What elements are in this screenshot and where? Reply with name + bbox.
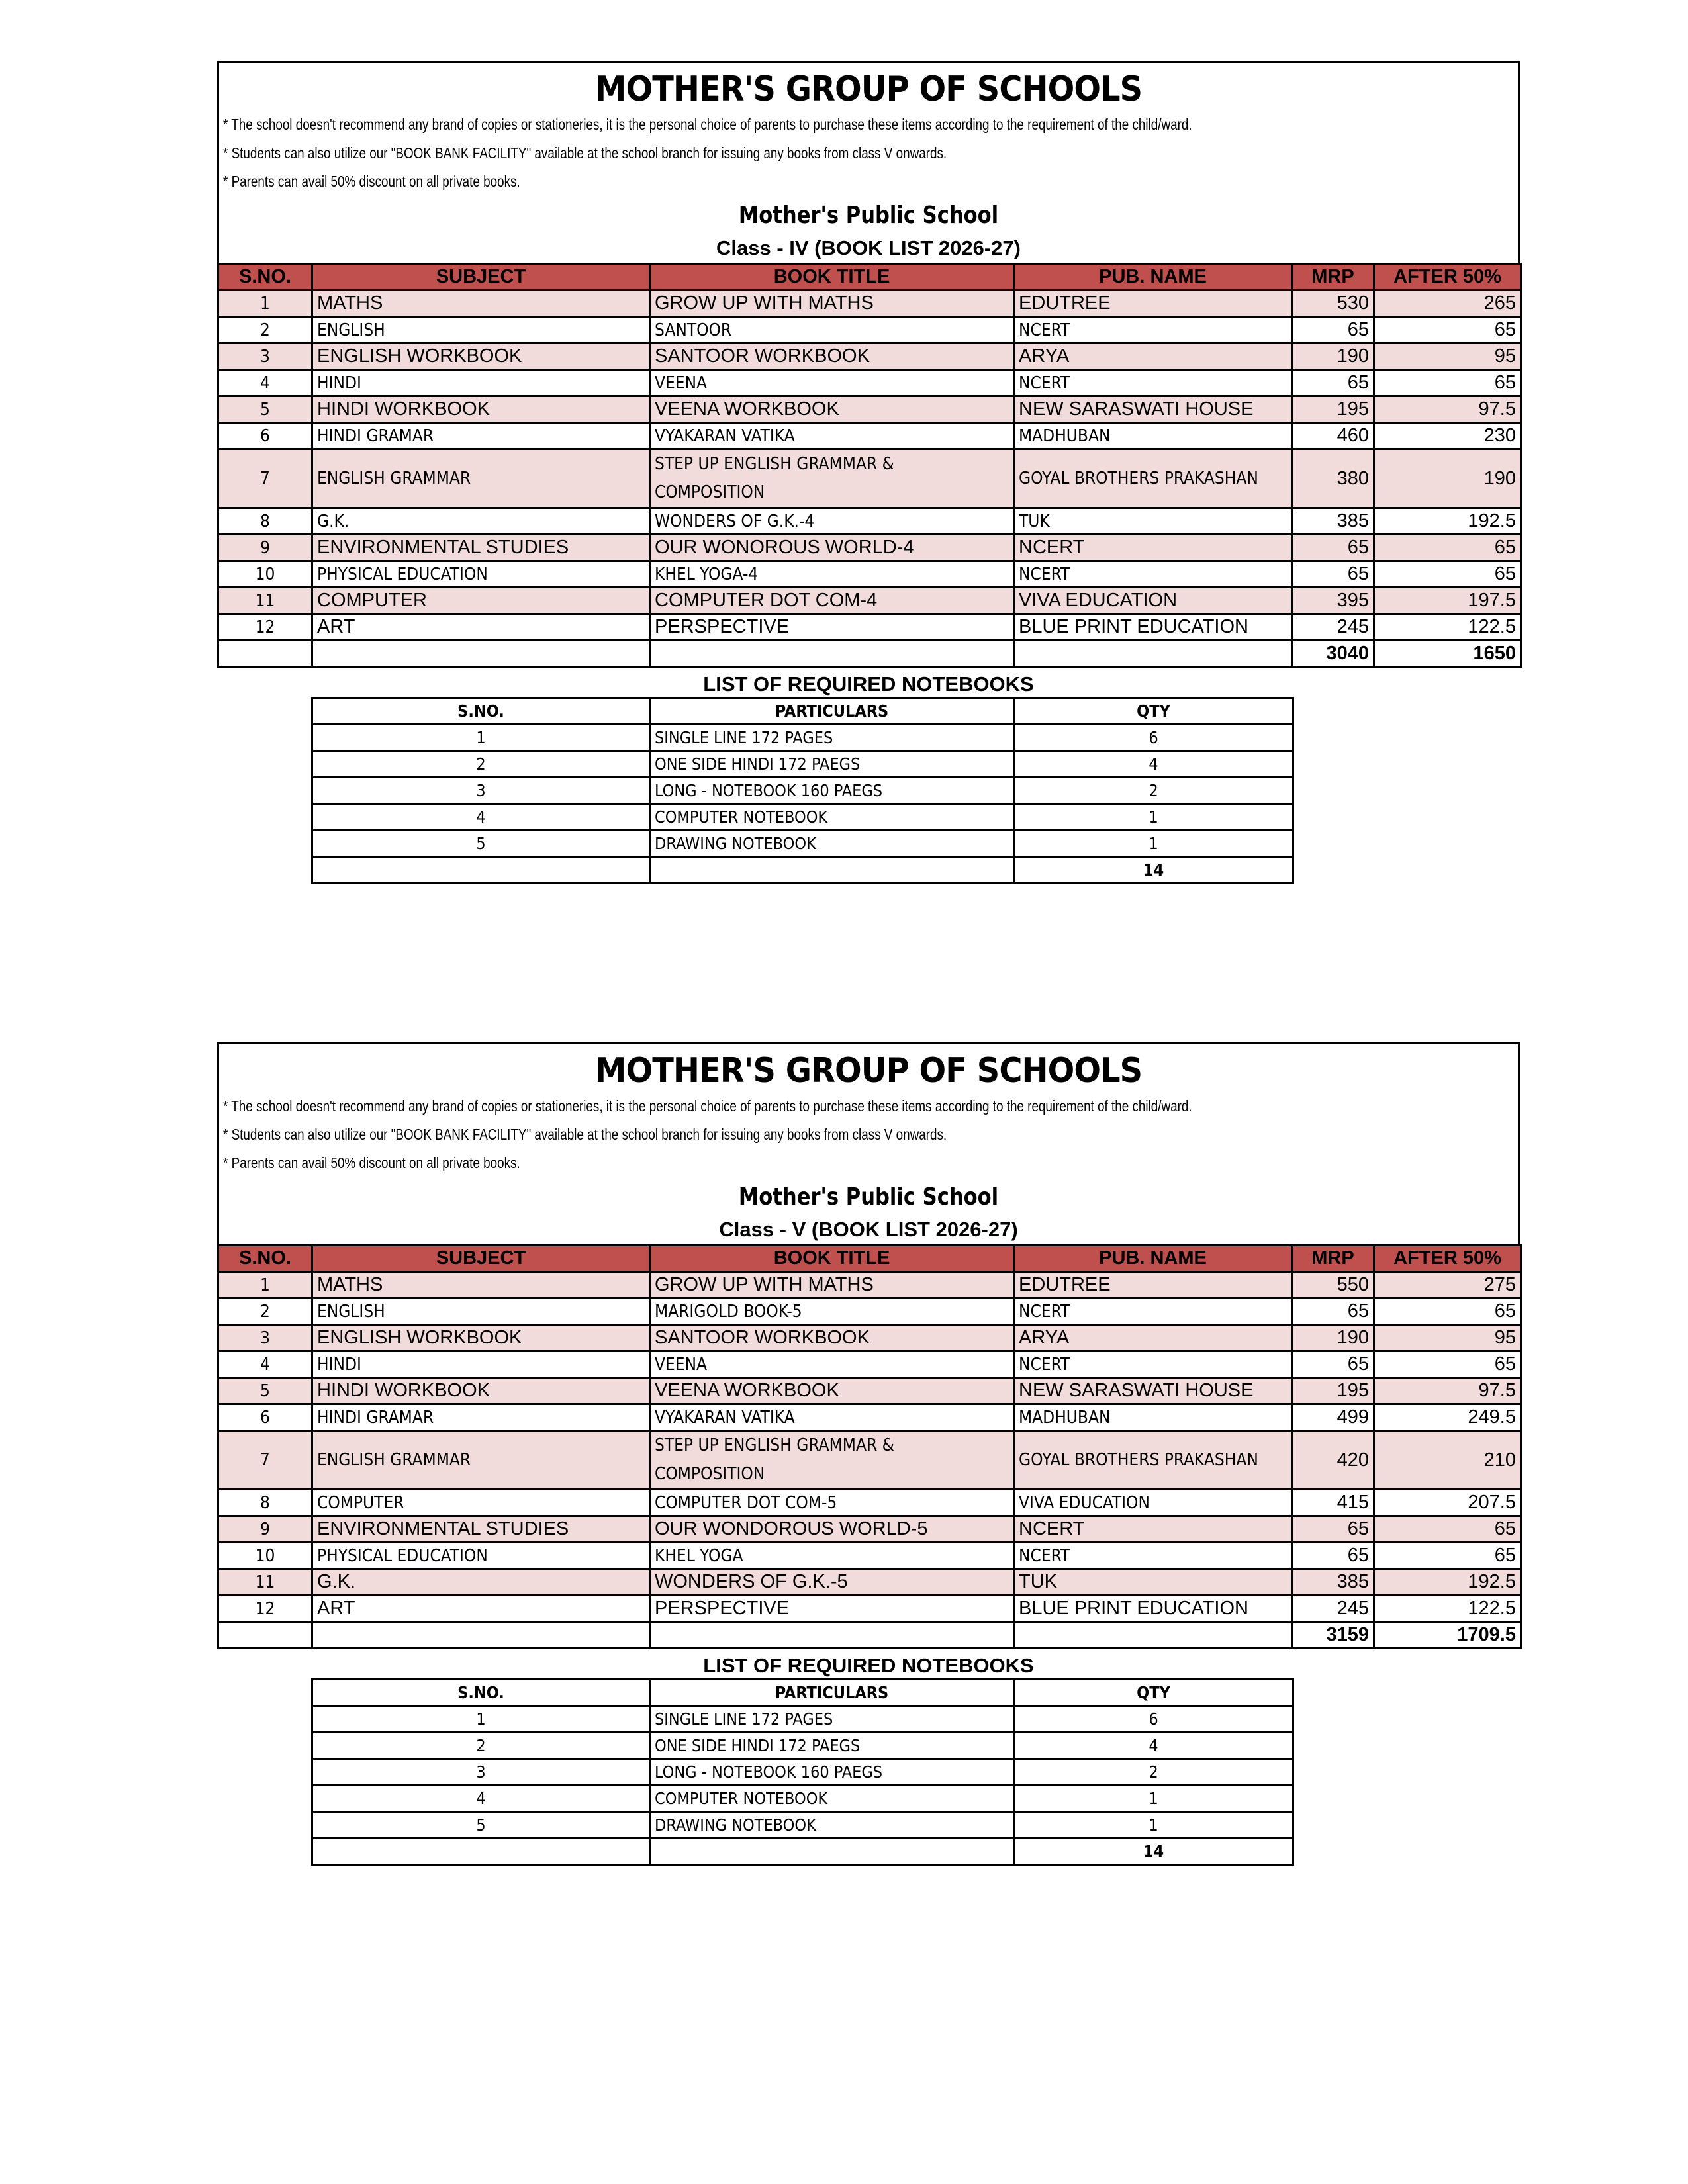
class-v-book-list-section <box>217 1042 1520 1866</box>
book-title: STEP UP ENGLISH GRAMMAR & COMPOSITION <box>650 1431 1014 1490</box>
notebook-particular: DRAWING NOTEBOOK <box>650 1812 1014 1839</box>
notebook-qty: 1 <box>1014 1812 1293 1839</box>
book-sno: 11 <box>218 1569 312 1596</box>
book-subject: PHYSICAL EDUCATION <box>312 1543 650 1569</box>
book-publisher: NEW SARASWATI HOUSE <box>1014 1378 1292 1404</box>
book-row <box>218 343 1521 370</box>
book-sno: 6 <box>218 1404 312 1431</box>
book-mrp: 65 <box>1292 370 1374 396</box>
book-sno: 3 <box>218 343 312 370</box>
notebook-list-table <box>311 697 1294 884</box>
notebook-qty: 1 <box>1014 831 1293 857</box>
book-title: KHEL YOGA-4 <box>650 561 1014 588</box>
notebook-qty: 6 <box>1014 725 1293 751</box>
total-empty-cell <box>312 641 650 667</box>
book-row <box>218 423 1521 449</box>
book-publisher: BLUE PRINT EDUCATION <box>1014 1596 1292 1622</box>
book-total-row <box>218 1622 1521 1649</box>
total-empty-cell <box>1014 641 1292 667</box>
book-title: COMPUTER DOT COM-4 <box>650 588 1014 614</box>
book-sno: 8 <box>218 508 312 535</box>
total-empty-cell <box>312 857 650 884</box>
note-stationery: * The school doesn't recommend any brand of copies or stationeries, it is the personal choice of parents to purchase these items according to the requirement of the child/ward. <box>223 116 1192 133</box>
book-title: VEENA WORKBOOK <box>650 1378 1014 1404</box>
book-row <box>218 1596 1521 1622</box>
book-mrp: 499 <box>1292 1404 1374 1431</box>
notebook-total-qty: 14 <box>1014 857 1293 884</box>
book-subject: ENGLISH WORKBOOK <box>312 1325 650 1351</box>
total-empty-cell <box>650 857 1014 884</box>
book-after-discount: 65 <box>1374 1516 1521 1543</box>
total-empty-cell <box>1014 1622 1292 1649</box>
book-title: COMPUTER DOT COM-5 <box>650 1490 1014 1516</box>
book-row <box>218 1272 1521 1298</box>
book-row <box>218 1516 1521 1543</box>
group-title: MOTHER'S GROUP OF SCHOOLS <box>594 69 1143 109</box>
book-sno: 1 <box>218 291 312 317</box>
book-title: GROW UP WITH MATHS <box>650 1272 1014 1298</box>
total-empty-cell <box>312 1622 650 1649</box>
book-title: MARIGOLD BOOK-5 <box>650 1298 1014 1325</box>
book-after-discount: 230 <box>1374 423 1521 449</box>
notebook-sno: 5 <box>312 1812 650 1839</box>
header-book-title: BOOK TITLE <box>650 264 1014 291</box>
notebook-header-qty: QTY <box>1014 698 1293 725</box>
notebook-particular: SINGLE LINE 172 PAGES <box>650 1706 1014 1733</box>
total-empty-cell <box>650 1622 1014 1649</box>
book-title: OUR WONDOROUS WORLD-5 <box>650 1516 1014 1543</box>
book-subject: ENGLISH GRAMMAR <box>312 449 650 508</box>
book-publisher: NCERT <box>1014 1543 1292 1569</box>
book-mrp: 380 <box>1292 449 1374 508</box>
class-iv-book-list-section <box>217 61 1520 884</box>
book-after-discount: 95 <box>1374 1325 1521 1351</box>
book-sno: 5 <box>218 1378 312 1404</box>
notebook-sno: 3 <box>312 778 650 804</box>
total-after-discount: 1709.5 <box>1374 1622 1521 1649</box>
book-after-discount: 122.5 <box>1374 1596 1521 1622</box>
book-mrp: 420 <box>1292 1431 1374 1490</box>
note-discount: * Parents can avail 50% discount on all private books. <box>223 1154 520 1171</box>
book-subject: ENGLISH <box>312 317 650 343</box>
notebook-row <box>312 804 1293 831</box>
notebook-sno: 1 <box>312 1706 650 1733</box>
book-subject: ART <box>312 614 650 641</box>
book-after-discount: 65 <box>1374 370 1521 396</box>
total-after-discount: 1650 <box>1374 641 1521 667</box>
book-publisher: NCERT <box>1014 1351 1292 1378</box>
book-publisher: NCERT <box>1014 370 1292 396</box>
header-book-title: BOOK TITLE <box>650 1246 1014 1272</box>
notebook-particular: LONG - NOTEBOOK 160 PAEGS <box>650 1759 1014 1786</box>
notebook-particular: ONE SIDE HINDI 172 PAEGS <box>650 1733 1014 1759</box>
book-publisher: NCERT <box>1014 1298 1292 1325</box>
book-mrp: 530 <box>1292 291 1374 317</box>
book-publisher: TUK <box>1014 1569 1292 1596</box>
book-title: VEENA WORKBOOK <box>650 396 1014 423</box>
notebook-qty: 2 <box>1014 1759 1293 1786</box>
book-title: PERSPECTIVE <box>650 1596 1014 1622</box>
book-after-discount: 207.5 <box>1374 1490 1521 1516</box>
book-sno: 5 <box>218 396 312 423</box>
class-title: Class - IV (BOOK LIST 2026-27) <box>716 236 1021 259</box>
total-empty-cell <box>218 641 312 667</box>
notebook-row <box>312 751 1293 778</box>
note-stationery: * The school doesn't recommend any brand of copies or stationeries, it is the personal choice of parents to purchase these items according to the requirement of the child/ward. <box>223 1097 1192 1115</box>
book-subject: ENGLISH WORKBOOK <box>312 343 650 370</box>
notebook-particular: SINGLE LINE 172 PAGES <box>650 725 1014 751</box>
book-sno: 12 <box>218 1596 312 1622</box>
book-title: VEENA <box>650 1351 1014 1378</box>
notebook-list-table <box>311 1678 1294 1866</box>
book-title: VYAKARAN VATIKA <box>650 1404 1014 1431</box>
book-subject: HINDI <box>312 370 650 396</box>
notebook-row <box>312 1786 1293 1812</box>
book-publisher: NCERT <box>1014 561 1292 588</box>
book-mrp: 65 <box>1292 317 1374 343</box>
notebook-header-particulars: PARTICULARS <box>650 698 1014 725</box>
notebook-total-row <box>312 857 1293 884</box>
book-sno: 2 <box>218 317 312 343</box>
book-mrp: 245 <box>1292 614 1374 641</box>
notebook-list-title: LIST OF REQUIRED NOTEBOOKS <box>703 1654 1034 1677</box>
book-table-header-row <box>218 1246 1521 1272</box>
book-row <box>218 1325 1521 1351</box>
book-subject: HINDI <box>312 1351 650 1378</box>
book-publisher: BLUE PRINT EDUCATION <box>1014 614 1292 641</box>
book-row <box>218 1298 1521 1325</box>
book-after-discount: 197.5 <box>1374 588 1521 614</box>
book-mrp: 460 <box>1292 423 1374 449</box>
book-sno: 9 <box>218 1516 312 1543</box>
header-mrp: MRP <box>1292 1246 1374 1272</box>
book-after-discount: 65 <box>1374 1543 1521 1569</box>
notebook-qty: 6 <box>1014 1706 1293 1733</box>
notebook-particular: COMPUTER NOTEBOOK <box>650 1786 1014 1812</box>
notebook-row <box>312 831 1293 857</box>
total-mrp: 3159 <box>1292 1622 1374 1649</box>
book-title: SANTOOR WORKBOOK <box>650 343 1014 370</box>
school-name: Mother's Public School <box>738 202 999 229</box>
book-publisher: VIVA EDUCATION <box>1014 1490 1292 1516</box>
book-publisher: MADHUBAN <box>1014 423 1292 449</box>
book-publisher: MADHUBAN <box>1014 1404 1292 1431</box>
book-sno: 4 <box>218 1351 312 1378</box>
book-mrp: 65 <box>1292 1516 1374 1543</box>
book-subject: HINDI GRAMAR <box>312 1404 650 1431</box>
book-row <box>218 1404 1521 1431</box>
note-discount: * Parents can avail 50% discount on all private books. <box>223 173 520 190</box>
book-row <box>218 1490 1521 1516</box>
book-publisher: TUK <box>1014 508 1292 535</box>
school-header-block <box>217 61 1520 263</box>
book-mrp: 190 <box>1292 343 1374 370</box>
notebook-particular: COMPUTER NOTEBOOK <box>650 804 1014 831</box>
book-row <box>218 317 1521 343</box>
notebook-particular: ONE SIDE HINDI 172 PAEGS <box>650 751 1014 778</box>
notebook-list-title: LIST OF REQUIRED NOTEBOOKS <box>703 672 1034 696</box>
header-subject: SUBJECT <box>312 1246 650 1272</box>
book-publisher: GOYAL BROTHERS PRAKASHAN <box>1014 1431 1292 1490</box>
book-sno: 2 <box>218 1298 312 1325</box>
book-row <box>218 508 1521 535</box>
header-subject: SUBJECT <box>312 264 650 291</box>
book-row <box>218 291 1521 317</box>
book-after-discount: 95 <box>1374 343 1521 370</box>
book-subject: HINDI WORKBOOK <box>312 396 650 423</box>
notebook-row <box>312 1706 1293 1733</box>
notebook-sno: 2 <box>312 751 650 778</box>
notebook-sno: 4 <box>312 1786 650 1812</box>
book-after-discount: 65 <box>1374 317 1521 343</box>
book-title: SANTOOR WORKBOOK <box>650 1325 1014 1351</box>
notebook-sno: 3 <box>312 1759 650 1786</box>
book-subject: ENVIRONMENTAL STUDIES <box>312 1516 650 1543</box>
book-after-discount: 210 <box>1374 1431 1521 1490</box>
book-subject: MATHS <box>312 291 650 317</box>
book-title: OUR WONOROUS WORLD-4 <box>650 535 1014 561</box>
book-mrp: 65 <box>1292 1543 1374 1569</box>
book-after-discount: 190 <box>1374 449 1521 508</box>
total-empty-cell <box>312 1839 650 1865</box>
class-title: Class - V (BOOK LIST 2026-27) <box>719 1218 1018 1241</box>
book-subject: MATHS <box>312 1272 650 1298</box>
book-subject: ENGLISH <box>312 1298 650 1325</box>
header-pub-name: PUB. NAME <box>1014 264 1292 291</box>
book-row <box>218 1543 1521 1569</box>
notebook-header-qty: QTY <box>1014 1680 1293 1706</box>
book-sno: 7 <box>218 1431 312 1490</box>
book-title: WONDERS OF G.K.-4 <box>650 508 1014 535</box>
notebook-qty: 1 <box>1014 1786 1293 1812</box>
book-publisher: EDUTREE <box>1014 291 1292 317</box>
book-publisher: VIVA EDUCATION <box>1014 588 1292 614</box>
book-after-discount: 65 <box>1374 1298 1521 1325</box>
book-subject: HINDI WORKBOOK <box>312 1378 650 1404</box>
book-after-discount: 122.5 <box>1374 614 1521 641</box>
book-mrp: 65 <box>1292 1351 1374 1378</box>
notebook-total-row <box>312 1839 1293 1865</box>
book-list-table <box>217 263 1522 668</box>
book-sno: 1 <box>218 1272 312 1298</box>
book-after-discount: 192.5 <box>1374 508 1521 535</box>
notebook-qty: 1 <box>1014 804 1293 831</box>
book-row <box>218 396 1521 423</box>
header-after-discount: AFTER 50% <box>1374 264 1521 291</box>
book-row <box>218 1569 1521 1596</box>
book-subject: G.K. <box>312 1569 650 1596</box>
book-total-row <box>218 641 1521 667</box>
book-sno: 8 <box>218 1490 312 1516</box>
note-book-bank: * Students can also utilize our "BOOK BANK FACILITY" available at the school branch for issuing any books from class V onwards. <box>223 1126 947 1143</box>
book-publisher: NCERT <box>1014 317 1292 343</box>
group-title: MOTHER'S GROUP OF SCHOOLS <box>594 1051 1143 1091</box>
book-subject: ENGLISH GRAMMAR <box>312 1431 650 1490</box>
notebook-sno: 2 <box>312 1733 650 1759</box>
book-after-discount: 97.5 <box>1374 396 1521 423</box>
total-empty-cell <box>650 1839 1014 1865</box>
book-title: SANTOOR <box>650 317 1014 343</box>
header-pub-name: PUB. NAME <box>1014 1246 1292 1272</box>
book-subject: ART <box>312 1596 650 1622</box>
book-mrp: 415 <box>1292 1490 1374 1516</box>
book-publisher: NCERT <box>1014 535 1292 561</box>
notebook-qty: 4 <box>1014 1733 1293 1759</box>
notebook-total-qty: 14 <box>1014 1839 1293 1865</box>
header-mrp: MRP <box>1292 264 1374 291</box>
notebook-sno: 4 <box>312 804 650 831</box>
book-publisher: ARYA <box>1014 343 1292 370</box>
book-title: STEP UP ENGLISH GRAMMAR & COMPOSITION <box>650 449 1014 508</box>
book-row <box>218 1431 1521 1490</box>
book-mrp: 190 <box>1292 1325 1374 1351</box>
book-mrp: 385 <box>1292 1569 1374 1596</box>
book-row <box>218 614 1521 641</box>
book-subject: G.K. <box>312 508 650 535</box>
book-sno: 12 <box>218 614 312 641</box>
book-after-discount: 97.5 <box>1374 1378 1521 1404</box>
book-mrp: 65 <box>1292 561 1374 588</box>
book-title: GROW UP WITH MATHS <box>650 291 1014 317</box>
notebook-header-sno: S.NO. <box>312 698 650 725</box>
book-mrp: 395 <box>1292 588 1374 614</box>
note-book-bank: * Students can also utilize our "BOOK BANK FACILITY" available at the school branch for issuing any books from class V onwards. <box>223 144 947 161</box>
notebook-sno: 1 <box>312 725 650 751</box>
book-after-discount: 65 <box>1374 535 1521 561</box>
book-mrp: 65 <box>1292 535 1374 561</box>
book-subject: COMPUTER <box>312 1490 650 1516</box>
book-mrp: 195 <box>1292 396 1374 423</box>
book-title: VEENA <box>650 370 1014 396</box>
book-publisher: EDUTREE <box>1014 1272 1292 1298</box>
notebook-table-header-row <box>312 1680 1293 1706</box>
book-after-discount: 65 <box>1374 1351 1521 1378</box>
school-header-block <box>217 1042 1520 1244</box>
book-title: KHEL YOGA <box>650 1543 1014 1569</box>
book-title: VYAKARAN VATIKA <box>650 423 1014 449</box>
book-sno: 11 <box>218 588 312 614</box>
book-sno: 3 <box>218 1325 312 1351</box>
notebook-row <box>312 778 1293 804</box>
book-row <box>218 561 1521 588</box>
book-mrp: 245 <box>1292 1596 1374 1622</box>
header-after-discount: AFTER 50% <box>1374 1246 1521 1272</box>
book-mrp: 550 <box>1292 1272 1374 1298</box>
header-sno: S.NO. <box>218 1246 312 1272</box>
book-sno: 10 <box>218 561 312 588</box>
book-row <box>218 535 1521 561</box>
total-mrp: 3040 <box>1292 641 1374 667</box>
book-subject: HINDI GRAMAR <box>312 423 650 449</box>
header-sno: S.NO. <box>218 264 312 291</box>
notebook-row <box>312 1812 1293 1839</box>
book-title: PERSPECTIVE <box>650 614 1014 641</box>
notebook-sno: 5 <box>312 831 650 857</box>
book-sno: 6 <box>218 423 312 449</box>
total-empty-cell <box>218 1622 312 1649</box>
book-after-discount: 265 <box>1374 291 1521 317</box>
notebook-row <box>312 1759 1293 1786</box>
book-table-header-row <box>218 264 1521 291</box>
book-mrp: 65 <box>1292 1298 1374 1325</box>
book-mrp: 385 <box>1292 508 1374 535</box>
total-empty-cell <box>650 641 1014 667</box>
book-after-discount: 65 <box>1374 561 1521 588</box>
notebook-qty: 4 <box>1014 751 1293 778</box>
book-subject: PHYSICAL EDUCATION <box>312 561 650 588</box>
book-sno: 4 <box>218 370 312 396</box>
notebook-row <box>312 1733 1293 1759</box>
book-after-discount: 192.5 <box>1374 1569 1521 1596</box>
book-publisher: ARYA <box>1014 1325 1292 1351</box>
notebook-particular: LONG - NOTEBOOK 160 PAEGS <box>650 778 1014 804</box>
book-publisher: NCERT <box>1014 1516 1292 1543</box>
notebook-header-sno: S.NO. <box>312 1680 650 1706</box>
book-after-discount: 275 <box>1374 1272 1521 1298</box>
book-list-table <box>217 1244 1522 1649</box>
book-publisher: GOYAL BROTHERS PRAKASHAN <box>1014 449 1292 508</box>
notebook-table-header-row <box>312 698 1293 725</box>
book-after-discount: 249.5 <box>1374 1404 1521 1431</box>
book-sno: 10 <box>218 1543 312 1569</box>
book-row <box>218 449 1521 508</box>
book-mrp: 195 <box>1292 1378 1374 1404</box>
book-publisher: NEW SARASWATI HOUSE <box>1014 396 1292 423</box>
book-row <box>218 1351 1521 1378</box>
notebook-particular: DRAWING NOTEBOOK <box>650 831 1014 857</box>
book-sno: 7 <box>218 449 312 508</box>
book-subject: ENVIRONMENTAL STUDIES <box>312 535 650 561</box>
notebook-row <box>312 725 1293 751</box>
book-subject: COMPUTER <box>312 588 650 614</box>
book-title: WONDERS OF G.K.-5 <box>650 1569 1014 1596</box>
school-name: Mother's Public School <box>738 1183 999 1210</box>
book-row <box>218 1378 1521 1404</box>
notebook-qty: 2 <box>1014 778 1293 804</box>
book-sno: 9 <box>218 535 312 561</box>
notebook-header-particulars: PARTICULARS <box>650 1680 1014 1706</box>
book-row <box>218 370 1521 396</box>
book-row <box>218 588 1521 614</box>
